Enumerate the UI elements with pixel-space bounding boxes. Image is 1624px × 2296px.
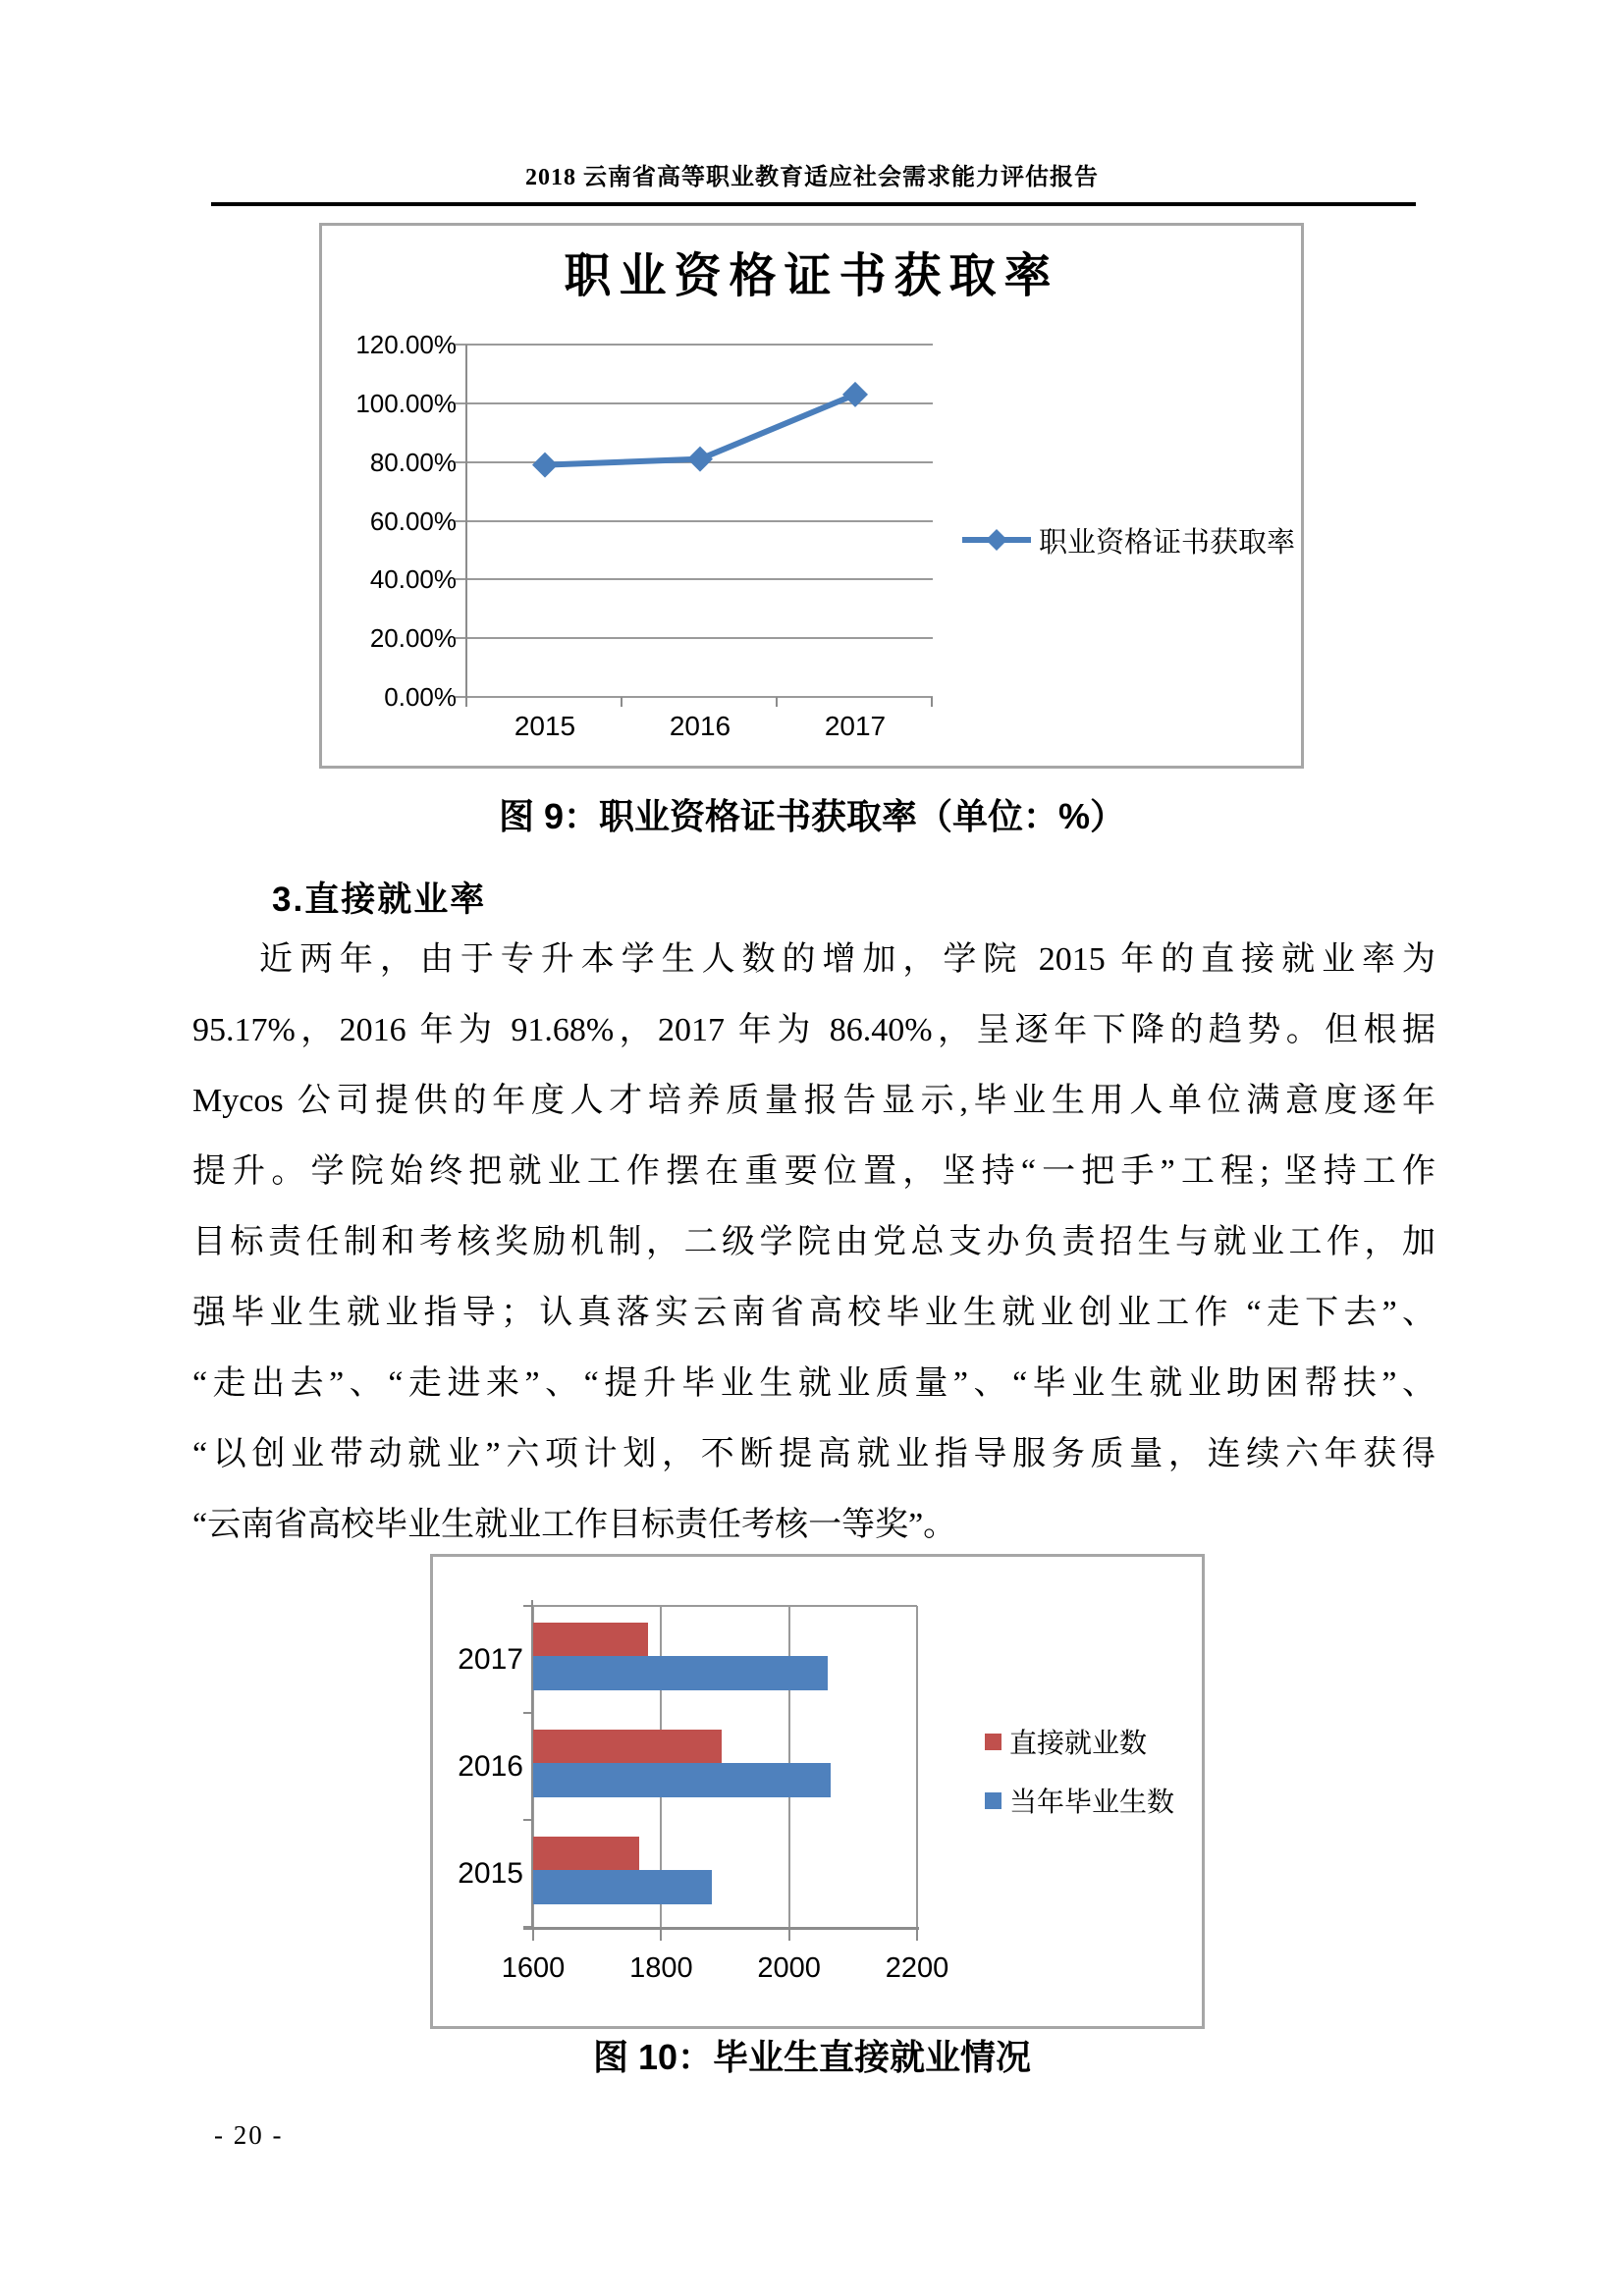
x-axis-tick-label: 2000 [757, 1952, 821, 1984]
x-axis-tick-label: 2016 [669, 711, 731, 741]
bar-graduates-2017 [533, 1656, 828, 1690]
y-axis-tick-label: 20.00% [369, 623, 457, 654]
x-axis-tick-label: 1600 [501, 1952, 566, 1984]
x-axis-tick-label: 2200 [885, 1952, 949, 1984]
y-axis-tick-label: 0.00% [384, 682, 457, 712]
figure10-chart [430, 1554, 1205, 2029]
category-boundary-tick [523, 1926, 533, 1928]
paragraph-line: Mycos 公司提供的年度人才培养质量报告显示,毕业生用人单位满意度逐年 [192, 1083, 1435, 1119]
red-swatch-icon [985, 1734, 1001, 1750]
category-boundary-tick [523, 1712, 533, 1714]
figure9-caption: 图 9：职业资格证书获取率（单位：%） [498, 796, 1126, 836]
paragraph-line: “云南省高校毕业生就业工作目标责任考核一等奖”。 [192, 1507, 957, 1543]
diamond-marker-icon [687, 447, 713, 472]
figure10-legend-label-graduates: 当年毕业生数 [1009, 1788, 1175, 1818]
diamond-marker-icon [532, 453, 558, 478]
bar-graduates-2015 [533, 1870, 712, 1904]
blue-swatch-icon [985, 1792, 1001, 1809]
diamond-marker-icon [842, 382, 868, 407]
y-axis-tick-label: 40.00% [369, 564, 457, 595]
header-rule [211, 202, 1416, 206]
paragraph-line: 近两年，由于专升本学生人数的增加，学院 2015 年的直接就业率为 [259, 941, 1435, 978]
paragraph-line: “以创业带动就业”六项计划，不断提高就业指导服务质量，连续六年获得 [192, 1436, 1435, 1472]
figure9-plot-area [322, 226, 1301, 766]
figure9-chart-title: 职业资格证书获取率 [564, 250, 1059, 302]
y-axis-tick-label: 100.00% [355, 388, 457, 418]
x-axis-tick-label: 1800 [629, 1952, 693, 1984]
figure10-plot-area [433, 1557, 1202, 2026]
figure10-legend-label-direct: 直接就业数 [1009, 1729, 1148, 1759]
paragraph-line: “走出去”、“走进来”、“提升毕业生就业质量”、“毕业生就业助困帮扶”、 [192, 1365, 1435, 1402]
bar-direct-employment-2017 [533, 1623, 648, 1656]
figure10-legend-item-graduates [985, 1781, 1174, 1820]
figure9-legend-label: 职业资格证书获取率 [1039, 526, 1296, 559]
plot-top-edge [533, 1605, 917, 1607]
category-boundary-tick [523, 1605, 533, 1607]
figure9-chart [319, 223, 1304, 769]
paragraph-line: 提升。学院始终把就业工作摆在重要位置，坚持“一把手”工程; 坚持工作 [192, 1153, 1435, 1190]
certificate-rate-line-series [322, 226, 1301, 766]
y-axis-tick-label: 80.00% [369, 447, 457, 477]
paragraph-line: 95.17%，2016 年为 91.68%，2017 年为 86.40%，呈逐年下降的趋势。但根据 [192, 1012, 1435, 1048]
category-label: 2017 [458, 1642, 523, 1676]
x-axis-tick-label: 2017 [824, 711, 887, 741]
paragraph-line: 目标责任制和考核奖励机制，二级学院由党总支办负责招生与就业工作，加 [192, 1224, 1435, 1260]
figure10-legend-item-direct [985, 1722, 1147, 1761]
x-axis-line [523, 1927, 919, 1930]
y-axis-tick-label: 60.00% [369, 506, 457, 536]
bar-direct-employment-2015 [533, 1837, 639, 1870]
bar-direct-employment-2016 [533, 1730, 722, 1763]
y-axis-tick-label: 120.00% [355, 330, 457, 359]
category-boundary-tick [523, 1819, 533, 1821]
section-heading: 3.直接就业率 [272, 881, 487, 919]
paragraph-line: 强毕业生就业指导；认真落实云南省高校毕业生就业创业工作 “走下去”、 [192, 1295, 1435, 1331]
x-gridline [916, 1606, 918, 1927]
bar-graduates-2016 [533, 1763, 831, 1797]
figure10-caption: 图 10：毕业生直接就业情况 [592, 2037, 1032, 2077]
category-label: 2016 [458, 1749, 523, 1783]
page-number: - 20 - [214, 2120, 284, 2150]
page-header-title: 2018 云南省高等职业教育适应社会需求能力评估报告 [525, 165, 1099, 190]
x-axis-tick-label: 2015 [514, 711, 576, 741]
category-label: 2015 [458, 1856, 523, 1890]
